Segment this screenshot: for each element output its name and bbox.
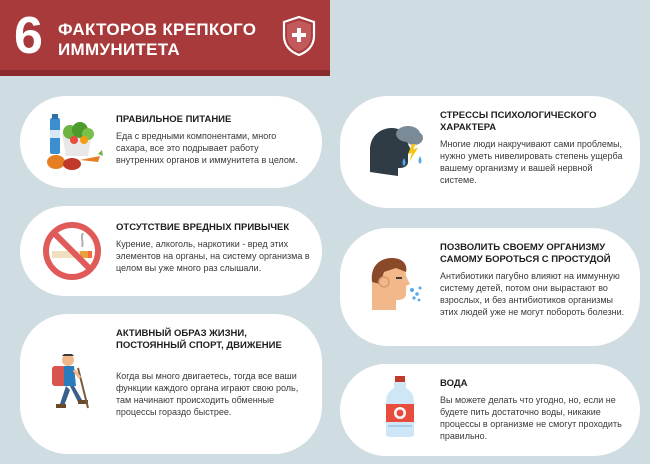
factor-title: АКТИВНЫЙ ОБРАЗ ЖИЗНИ, ПОСТОЯННЫЙ СПОРТ, ДВИЖЕНИЕ (116, 328, 282, 351)
header-banner (0, 0, 330, 76)
factor-text: Курение, алкоголь, наркотики - вред этих элементов на органы, на систему организма в целом вы уже много раз слышали. (116, 239, 310, 273)
no-smoking-icon (40, 219, 104, 283)
healthy-food-icon (40, 110, 104, 174)
hiker-icon (38, 352, 102, 416)
factor-title: ВОДА (440, 378, 468, 389)
factor-title: СТРЕССЫ ПСИХОЛОГИЧЕСКОГО ХАРАКТЕРА (440, 110, 597, 133)
factor-text: Когда вы много двигаетесь, тогда все ваши функции каждого органа играют свою роль, там начинают происходить обменные процессы гораздо быстрее. (116, 371, 299, 417)
factor-card-nutrition (20, 96, 322, 188)
factor-text: Многие люди накручивают сами проблемы, нужно уметь нивелировать степень ущерба вашему организму и вашей нервной системе. (440, 139, 623, 185)
factor-card-stress (340, 96, 640, 208)
water-bottle-icon (368, 374, 432, 438)
factor-card-no-bad-habits (20, 206, 322, 296)
factor-text: Еда с вредными компонентами, много сахара, все это подрывает работу внутренних органов и иммунитета в целом. (116, 131, 298, 165)
factor-card-water (340, 364, 640, 456)
factor-card-fight-cold (340, 228, 640, 346)
factor-text: Антибиотики пагубно влияют на иммунную систему детей, потом они вырастают во взрослых, и без антибиотиков организмы этих людей уже не могут побороть болезни. (440, 271, 625, 317)
shield-plus-icon (282, 16, 316, 56)
factor-card-active-lifestyle (20, 314, 322, 454)
factor-title: ПОЗВОЛИТЬ СВОЕМУ ОРГАНИЗМУ САМОМУ БОРОТЬСЯ С ПРОСТУДОЙ (440, 242, 611, 265)
header-number: 6 (14, 7, 43, 65)
sneezing-face-icon (362, 254, 426, 318)
factor-title: ОТСУТСТВИЕ ВРЕДНЫХ ПРИВЫЧЕК (116, 222, 290, 233)
stress-head-icon (362, 120, 426, 184)
factor-title: ПРАВИЛЬНОЕ ПИТАНИЕ (116, 114, 232, 125)
factor-text: Вы можете делать что угодно, но, если не будете пить достаточно воды, никакие процессы в организме не смогут проходить правильно. (440, 395, 622, 441)
header-title: ФАКТОРОВ КРЕПКОГО ИММУНИТЕТА (58, 20, 257, 59)
